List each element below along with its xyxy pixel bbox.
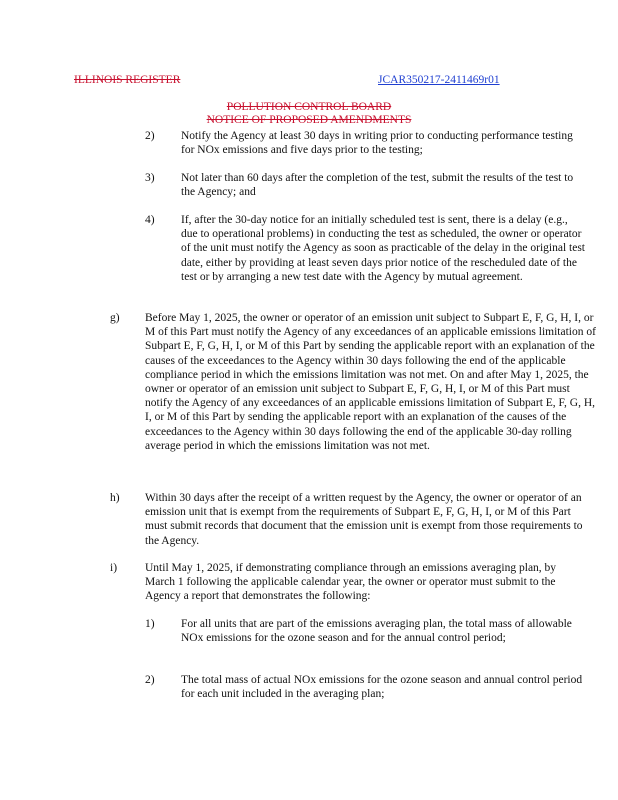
item-label: 2)	[145, 674, 155, 686]
register-header: ILLINOIS REGISTER	[74, 74, 181, 86]
section-label: i)	[110, 562, 118, 574]
list-item-text: Notify the Agency at least 30 days in writing prior to conducting performance testing for NOx emissions and five days prior to the testing;	[181, 130, 573, 157]
board-title: POLLUTION CONTROL BOARD	[226, 101, 392, 113]
section-text: Until May 1, 2025, if demonstrating compliance through an emissions averaging plan, by March 1 following the applicable calendar year, the owner or operator must submit to the Agency a report that demonstrates the following:	[145, 562, 557, 603]
list-item-text: The total mass of actual NOx emissions for the ozone season and annual control period for each unit included in the averaging plan;	[181, 674, 583, 701]
list-item-text: For all units that are part of the emissions averaging plan, the total mass of allowable NOx emissions for the ozone season and for the annual control period;	[181, 618, 572, 645]
section-text: Before May 1, 2025, the owner or operator of an emission unit subject to Subpart E, F, G, H, I, or M of this Part must notify the Agency of any exceedances of an applicable emissions limitation of Subpart E, F, G, H, I, or M of this Part by sending the applicable report with an explanation of the causes of the exceedances to the Agency within 30 days following the end of the applicable compliance period in which the emissions limitation was not met. On and after May 1, 2025, the owner or operator of an emission unit subject to Subpart E, F, G, H, I, or M of this Part must notify the Agency of any exceedances of an applicable emissions limitation of Subpart E, F, G, H, I, or M of this Part by sending the applicable report with an explanation of the causes of the exceedances to the Agency within 30 days following the end of the applicable 30-day rolling average period in which the emissions limitation was not met.	[145, 312, 596, 452]
list-item-text: If, after the 30-day notice for an initially scheduled test is sent, there is a delay (e.g., due to operational problems) in conducting the test as scheduled, the owner or operator of the unit must notify the Agency as soon as practicable of the delay in the original test date, either by providing at least seven days prior notice of the rescheduled date of the test or by arranging a new test date with the Agency by mutual agreement.	[181, 214, 585, 283]
notice-title: NOTICE OF PROPOSED AMENDMENTS	[206, 114, 412, 126]
item-label: 1)	[145, 618, 155, 630]
item-label: 3)	[145, 172, 155, 184]
list-item-text: Not later than 60 days after the completion of the test, submit the results of the test to the Agency; and	[181, 172, 574, 199]
section-label: h)	[110, 492, 120, 504]
section-label: g)	[110, 312, 120, 324]
item-label: 4)	[145, 214, 155, 226]
document-code-link[interactable]: JCAR350217-2411469r01	[378, 74, 500, 86]
item-label: 2)	[145, 130, 155, 142]
section-text: Within 30 days after the receipt of a written request by the Agency, the owner or operator of an emission unit that is exempt from the requirements of Subpart E, F, G, H, I, or M of this Part must submit records that document that the emission unit is exempt from those requirements to the Agency.	[145, 492, 583, 547]
